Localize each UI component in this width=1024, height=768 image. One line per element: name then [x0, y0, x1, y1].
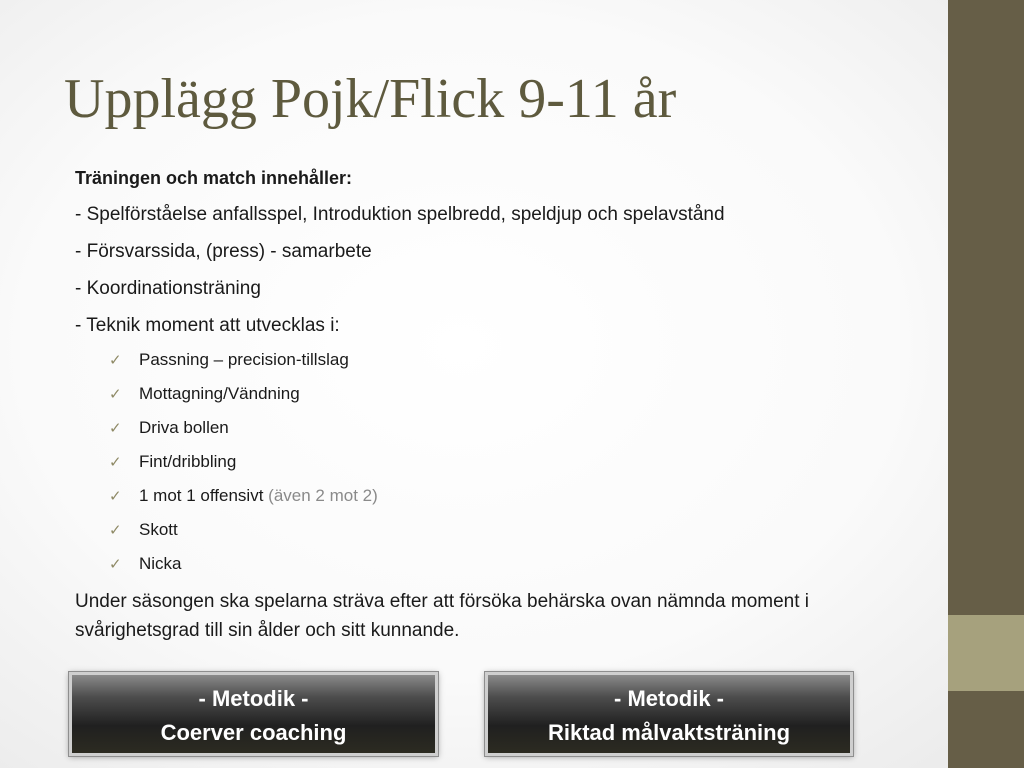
content-heading: Träningen och match innehåller: — [75, 168, 353, 188]
list-item — [109, 451, 915, 474]
technique-list — [109, 349, 915, 576]
check-icon: ✓ — [109, 522, 122, 539]
list-item-label: Nicka — [139, 554, 182, 573]
check-icon: ✓ — [109, 556, 122, 573]
slide-body — [75, 166, 915, 645]
slide-title: Upplägg Pojk/Flick 9-11 år — [64, 68, 677, 130]
list-item-label: Passning – precision-tillslag — [139, 350, 349, 369]
content-point: - Spelförståelse anfallsspel, Introduktion spelbredd, speldjup och spelavstånd — [75, 204, 725, 225]
check-icon: ✓ — [109, 420, 122, 437]
list-item-label: Skott — [139, 520, 178, 539]
check-icon: ✓ — [109, 488, 122, 505]
list-item-note: (även 2 mot 2) — [268, 486, 378, 505]
button-line-2: Coerver coaching — [160, 720, 347, 745]
closing-paragraph: Under säsongen ska spelarna sträva efter att försöka behärska ovan nämnda moment i svårighetsgrad till sin ålder och sitt kunnande. — [75, 591, 810, 641]
list-item — [109, 383, 915, 406]
list-item — [109, 417, 915, 440]
list-item-label: 1 mot 1 offensivt — [139, 486, 264, 505]
list-item-label: Mottagning/Vändning — [139, 384, 300, 403]
button-line-2: Riktad målvaktsträning — [547, 720, 791, 745]
check-icon: ✓ — [109, 352, 122, 369]
list-item — [109, 519, 915, 542]
check-icon: ✓ — [109, 386, 122, 403]
list-item-label: Driva bollen — [139, 418, 229, 437]
list-item — [109, 485, 915, 508]
list-item-label: Fint/dribbling — [139, 452, 237, 471]
side-decor-accent — [948, 615, 1024, 691]
check-icon: ✓ — [109, 454, 122, 471]
button-line-1: - Metodik - — [614, 686, 724, 711]
content-point: - Koordinationsträning — [75, 278, 261, 299]
metodik-malvakt-button[interactable] — [485, 672, 853, 756]
list-item — [109, 553, 915, 576]
content-point: - Teknik moment att utvecklas i: — [75, 315, 340, 336]
content-point: - Försvarssida, (press) - samarbete — [75, 241, 372, 262]
metodik-coerver-button[interactable] — [69, 672, 438, 756]
list-item — [109, 349, 915, 372]
button-line-1: - Metodik - — [198, 686, 309, 711]
